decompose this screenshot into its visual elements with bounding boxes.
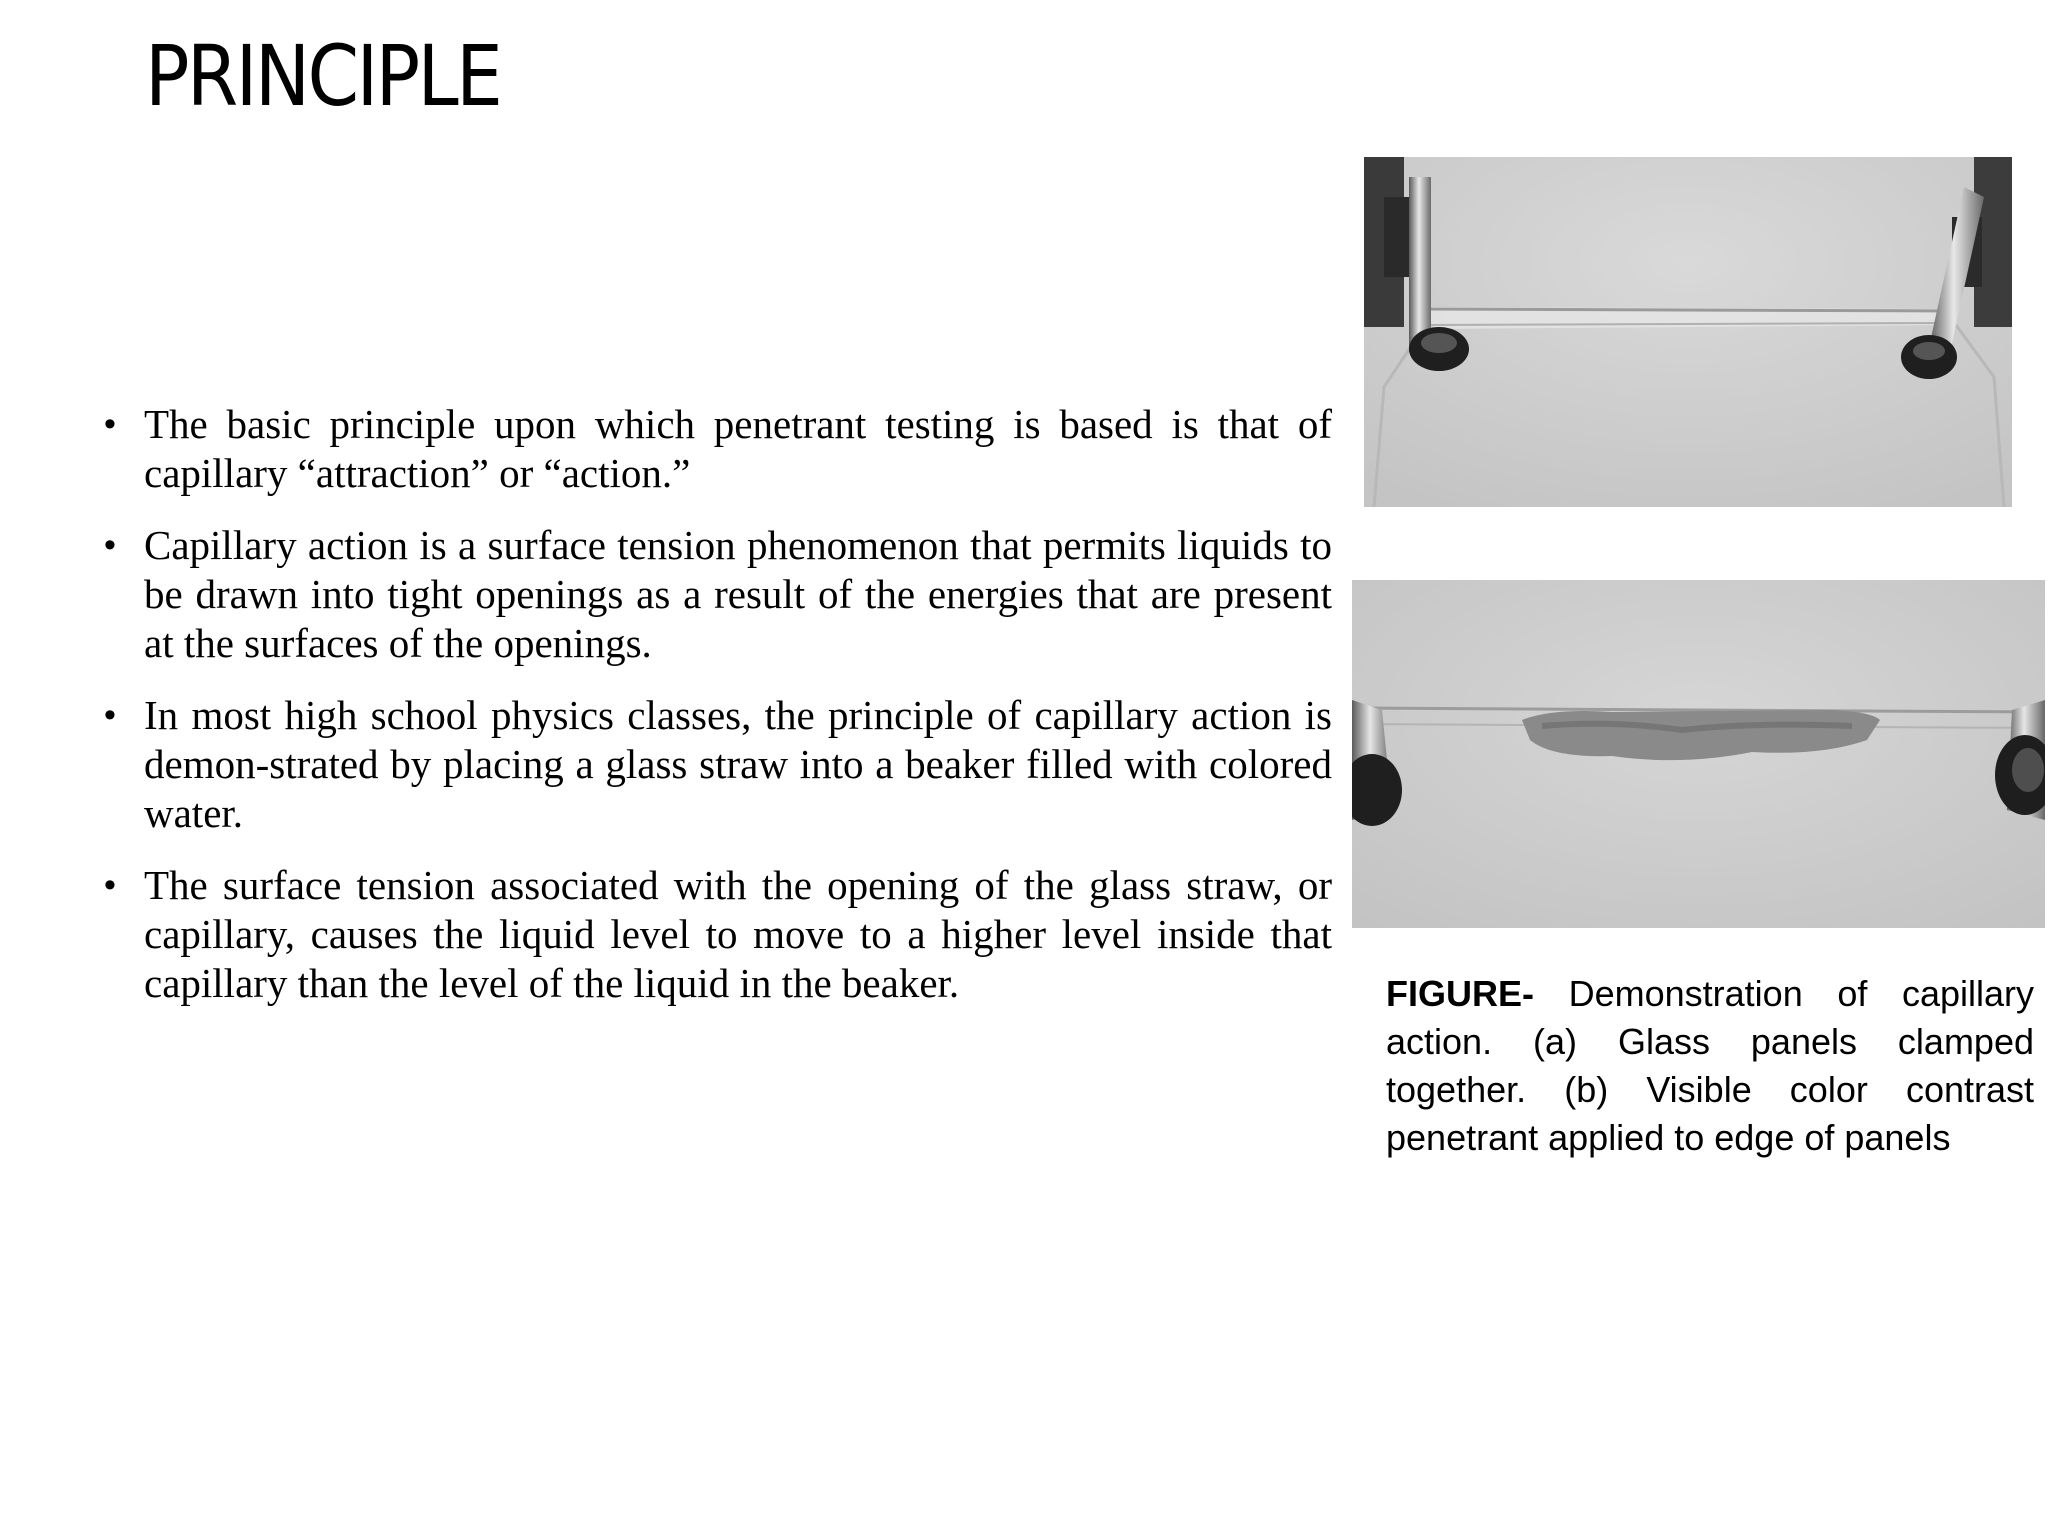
slide-title: PRINCIPLE: [145, 27, 501, 125]
bullet-text: The basic principle upon which penetrant testing is based is that of capillary “attraction” or “action.”: [144, 401, 1332, 496]
figure-caption: [1386, 970, 2034, 1162]
bullet-item: [104, 861, 1332, 1008]
bullet-dot-icon: •: [104, 526, 116, 564]
bullet-dot-icon: •: [104, 696, 116, 734]
figure-photo-clamped-panels: [1364, 157, 2012, 507]
bullet-text: Capillary action is a surface tension phenomenon that permits liquids to be drawn into tight openings as a result of the energies that are present at the surfaces of the openings.: [144, 522, 1332, 666]
figure-caption-text: Demonstration of capillary action. (a) Glass panels clamped together. (b) Visible color contrast penetrant applied to edge of panels: [1386, 973, 2034, 1158]
bullet-item: [104, 400, 1332, 498]
bullet-dot-icon: •: [104, 866, 116, 904]
bullet-text: The surface tension associated with the opening of the glass straw, or capillary, causes the liquid level to move to a higher level inside that capillary than the level of the liquid in the beaker.: [144, 862, 1332, 1006]
bullet-text: In most high school physics classes, the principle of capillary action is demon-strated by placing a glass straw into a beaker filled with colored water.: [144, 692, 1332, 836]
figure-caption-label: FIGURE-: [1386, 973, 1534, 1014]
bullet-item: [104, 691, 1332, 838]
bullet-item: [104, 521, 1332, 668]
bullet-dot-icon: •: [104, 405, 116, 443]
bullet-list: [104, 400, 1332, 1031]
figure-photo-penetrant-applied: [1352, 580, 2045, 928]
